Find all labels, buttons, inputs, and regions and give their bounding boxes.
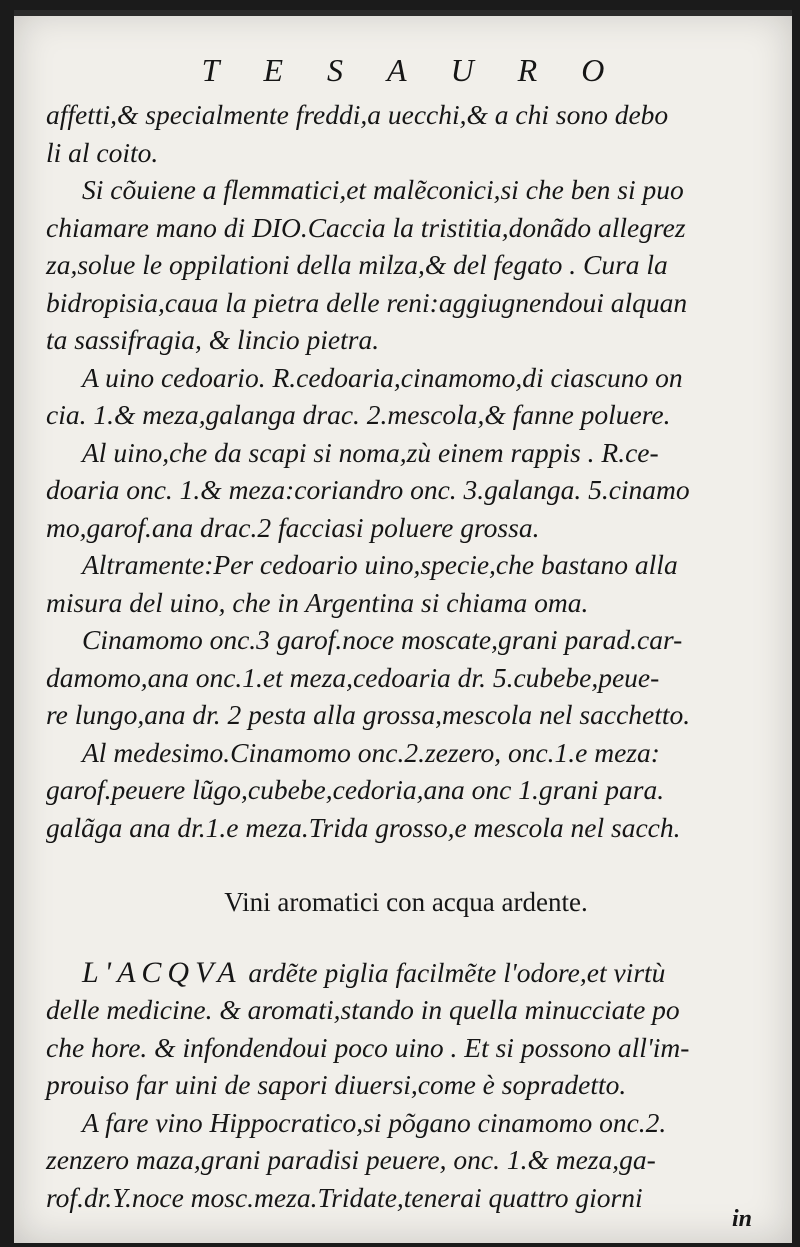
paragraphs-top bbox=[46, 96, 766, 846]
text-line: Al medesimo.Cinamomo onc.2.zezero, onc.1.e meza: bbox=[82, 736, 660, 768]
text-line: zenzero maza,grani paradisi peuere, onc. 1.& meza,ga- bbox=[46, 1144, 656, 1175]
text-line: chiamare mano di DIO.Caccia la tristitia,donãdo allegrez bbox=[46, 211, 686, 243]
text-line: damomo,ana onc.1.et meza,cedoaria dr. 5.cubebe,peue- bbox=[46, 661, 660, 693]
text-line: za,solue le oppilationi della milza,& del fegato . Cura la bbox=[46, 249, 668, 280]
text-body bbox=[46, 96, 766, 1216]
text-line: ta sassifragia, & lincio pietra. bbox=[46, 324, 380, 355]
text-line: prouiso far uini de sapori diuersi,come è sopradetto. bbox=[46, 1069, 627, 1100]
paragraphs-bottom bbox=[46, 954, 766, 1217]
text-line: Al uino,che da scapi si noma,zù einem rappis . R.ce- bbox=[82, 436, 659, 468]
catchword: in bbox=[731, 1206, 752, 1232]
text-line: doaria onc. 1.& meza:coriandro onc. 3.galanga. 5.cinamo bbox=[46, 474, 690, 505]
book-page bbox=[14, 10, 792, 1243]
section-title: Vini aromatici con acqua ardente. bbox=[224, 887, 588, 917]
text-line: re lungo,ana dr. 2 pesta alla grossa,mescola nel sacchetto. bbox=[46, 699, 691, 730]
text-line: delle medicine. & aromati,stando in quella minucciate po bbox=[46, 994, 680, 1025]
text-line: Cinamomo onc.3 garof.noce moscate,grani parad.car- bbox=[82, 624, 683, 655]
running-head: TESAURO bbox=[201, 52, 649, 88]
text-line: Altramente:Per cedoario uino,specie,che bastano alla bbox=[82, 549, 678, 580]
text-line: che hore. & infondendoui poco uino . Et si possono all'im- bbox=[46, 1031, 690, 1063]
text-line: A uino cedoario. R.cedoaria,cinamomo,di ciascuno on bbox=[82, 361, 683, 393]
text-line: Si cõuiene a flemmatici,et malẽconici,si che ben si puo bbox=[82, 174, 684, 205]
text-line: misura del uino, che in Argentina si chiama oma. bbox=[46, 586, 589, 618]
text-line: mo,garof.ana drac.2 facciasi poluere grossa. bbox=[46, 511, 540, 543]
text-line: affetti,& specialmente freddi,a uecchi,& a chi sono debo bbox=[46, 99, 669, 130]
text-line: bidropisia,caua la pietra delle reni:aggiugnendoui alquan bbox=[46, 286, 688, 318]
text-line: A fare vino Hippocratico,si põgano cinamomo onc.2. bbox=[82, 1106, 667, 1138]
text-line: cia. 1.& meza,galanga drac. 2.mescola,& fanne poluere. bbox=[46, 399, 671, 430]
text-line: rof.dr.Y.noce mosc.meza.Tridate,tenerai quattro giorni bbox=[46, 1181, 643, 1213]
text-line: li al coito. bbox=[46, 136, 159, 168]
text-line: galãga ana dr.1.e meza.Trida grosso,e mescola nel sacch. bbox=[46, 811, 681, 843]
text-line: L'ACQVA ardẽte piglia facilmẽte l'odore,et virtù bbox=[82, 955, 666, 989]
text-line: garof.peuere lũgo,cubebe,cedoria,ana onc 1.grani para. bbox=[46, 774, 665, 805]
